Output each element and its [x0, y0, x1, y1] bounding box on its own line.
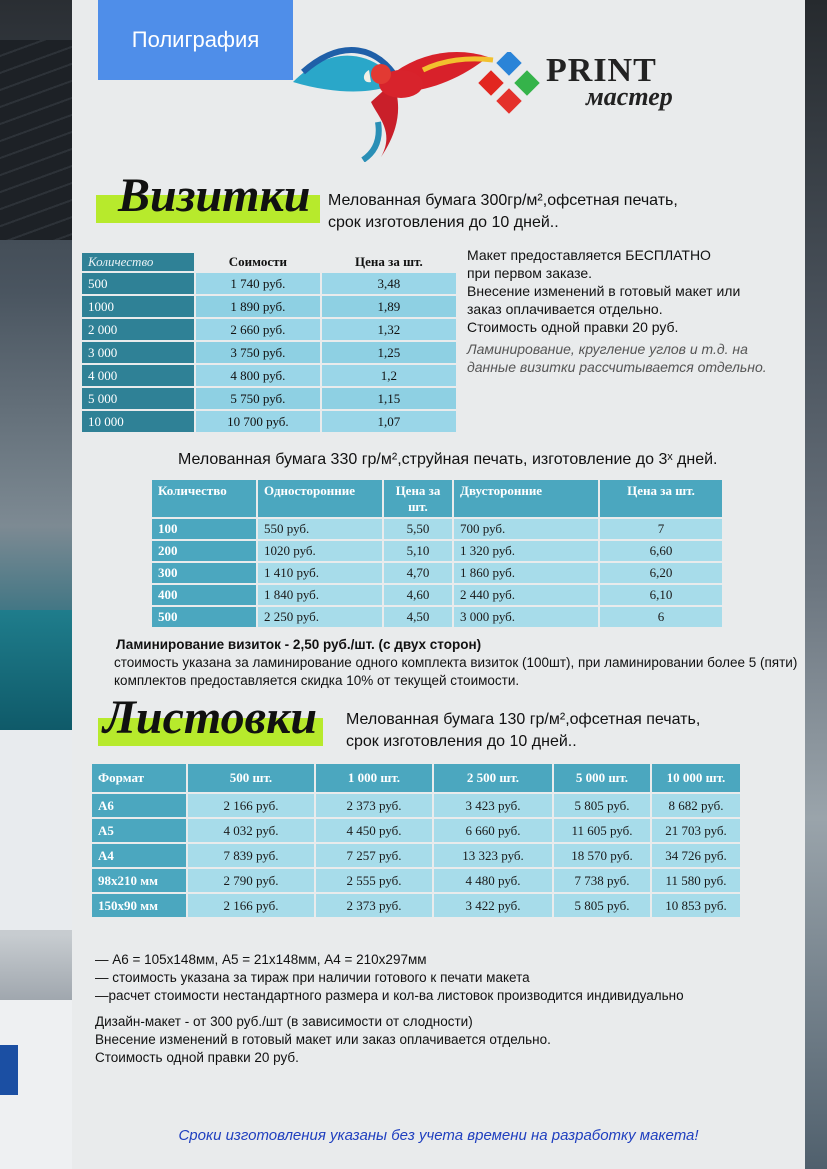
- logo-mark-icon: [478, 52, 542, 116]
- table-row: [82, 319, 456, 340]
- table-cell: А4: [92, 844, 186, 867]
- table-cell: 500: [152, 607, 256, 627]
- listovki-description: [346, 709, 700, 753]
- lamination-note: Ламинирование, кругление углов и т.д. на данные визитки рассчитывается отдельно.: [467, 341, 767, 375]
- design-line: Дизайн-макет - от 300 руб./шт (в зависимости от слодности): [95, 1014, 473, 1029]
- background-card-light: [0, 730, 72, 930]
- info-line: Стоимость одной правки 20 руб.: [467, 319, 679, 335]
- table-cell: 4,50: [384, 607, 452, 627]
- table-header: 2 500 шт.: [434, 764, 552, 792]
- table-header: Цена за шт.: [600, 480, 722, 517]
- table-cell: 1,25: [322, 342, 456, 363]
- listovki-desc-line2: срок изготовления до 10 дней..: [346, 733, 577, 750]
- table-row: [92, 819, 740, 842]
- table-row: [152, 607, 722, 627]
- table-cell: 2 166 руб.: [188, 794, 314, 817]
- note-line: —расчет стоимости нестандартного размера и кол-ва листовок производится индивидуально: [95, 988, 684, 1003]
- table-cell: 550 руб.: [258, 519, 382, 539]
- table-cell: 5 000: [82, 388, 194, 409]
- table-cell: 6,20: [600, 563, 722, 583]
- table-cell: 7 839 руб.: [188, 844, 314, 867]
- table-cell: 4 800 руб.: [196, 365, 320, 386]
- table-cell: 2 166 руб.: [188, 894, 314, 917]
- table-cell: 2 555 руб.: [316, 869, 432, 892]
- table-row: [82, 411, 456, 432]
- table-cell: 10 853 руб.: [652, 894, 740, 917]
- background-card-blue: [0, 1045, 18, 1095]
- table-cell: 4 480 руб.: [434, 869, 552, 892]
- logo-sub: мастер: [586, 82, 673, 111]
- table-cell: А5: [92, 819, 186, 842]
- table-header: Формат: [92, 764, 186, 792]
- table-header: Количество: [82, 253, 194, 271]
- vizitki-desc-line2: срок изготовления до 10 дней..: [328, 214, 559, 231]
- table-header: 1 000 шт.: [316, 764, 432, 792]
- table-cell: 10 700 руб.: [196, 411, 320, 432]
- info-line: Макет предоставляется БЕСПЛАТНО: [467, 247, 711, 263]
- table-cell: 2 250 руб.: [258, 607, 382, 627]
- table-cell: 2 790 руб.: [188, 869, 314, 892]
- table-cell: 10 000: [82, 411, 194, 432]
- logo-word: PRINT: [546, 52, 657, 89]
- info-line: при первом заказе.: [467, 265, 593, 281]
- listovki-notes: [95, 951, 805, 1067]
- table-cell: А6: [92, 794, 186, 817]
- note-line: — стоимость указана за тираж при наличии готового к печати макета: [95, 970, 530, 985]
- design-line: Стоимость одной правки 20 руб.: [95, 1050, 299, 1065]
- table-header: 500 шт.: [188, 764, 314, 792]
- table-cell: 200: [152, 541, 256, 561]
- table-cell: 3 000: [82, 342, 194, 363]
- table-cell: 1,32: [322, 319, 456, 340]
- table-cell: 2 373 руб.: [316, 894, 432, 917]
- table-cell: 1 890 руб.: [196, 296, 320, 317]
- table-cell: 1,15: [322, 388, 456, 409]
- table-header: 5 000 шт.: [554, 764, 650, 792]
- inkjet-description: Мелованная бумага 330 гр/м²,струйная печать, изготовление до 3ˣ дней.: [178, 451, 718, 468]
- table-cell: 11 605 руб.: [554, 819, 650, 842]
- table-header: Соимости: [228, 254, 287, 269]
- table-cell: 1,89: [322, 296, 456, 317]
- lamination-block: [116, 636, 806, 690]
- listovki-table: [90, 762, 742, 919]
- table-row: [82, 273, 456, 294]
- lamination-text: стоимость указана за ламинирование одного комплекта визиток (100шт), при ламинировании более 5 (пяти) комплектов предоставляется скидка 10% от текущей стоимости.: [114, 655, 798, 688]
- table-header: Цена за шт.: [384, 480, 452, 517]
- vizitki-description: [328, 190, 678, 234]
- table-header: 10 000 шт.: [652, 764, 740, 792]
- table-cell: 700 руб.: [454, 519, 598, 539]
- table-cell: 7 738 руб.: [554, 869, 650, 892]
- table-row: [92, 794, 740, 817]
- table-cell: 7: [600, 519, 722, 539]
- table-cell: 5 805 руб.: [554, 794, 650, 817]
- design-line: Внесение изменений в готовый макет или заказ оплачивается отдельно.: [95, 1032, 551, 1047]
- table-row: [92, 869, 740, 892]
- table-header: Односторонние: [258, 480, 382, 517]
- table-row: [82, 365, 456, 386]
- table-cell: 6,10: [600, 585, 722, 605]
- listovki-desc-line1: Мелованная бумага 130 гр/м²,офсетная печать,: [346, 711, 701, 728]
- table-cell: 3,48: [322, 273, 456, 294]
- table-cell: 5 750 руб.: [196, 388, 320, 409]
- table-cell: 500: [82, 273, 194, 294]
- table-cell: 1000: [82, 296, 194, 317]
- table-header: Количество: [152, 480, 256, 517]
- vizitki-offset-table: [80, 251, 458, 434]
- background-card-teal: [0, 610, 72, 730]
- table-cell: 4 000: [82, 365, 194, 386]
- table-cell: 2 000: [82, 319, 194, 340]
- table-cell: 3 422 руб.: [434, 894, 552, 917]
- table-cell: 1 840 руб.: [258, 585, 382, 605]
- table-header: Двусторонние: [454, 480, 598, 517]
- print-master-logo: [478, 48, 718, 118]
- table-cell: 3 750 руб.: [196, 342, 320, 363]
- table-row: [92, 894, 740, 917]
- note-line: — А6 = 105x148мм, А5 = 21x148мм, А4 = 210x297мм: [95, 952, 427, 967]
- vizitki-desc-line1: Мелованная бумага 300гр/м²,офсетная печать,: [328, 192, 678, 209]
- table-cell: 1 860 руб.: [454, 563, 598, 583]
- table-cell: 13 323 руб.: [434, 844, 552, 867]
- table-cell: 98x210 мм: [92, 869, 186, 892]
- table-cell: 2 373 руб.: [316, 794, 432, 817]
- table-cell: 4,60: [384, 585, 452, 605]
- table-cell: 1 740 руб.: [196, 273, 320, 294]
- background-right-collage: [805, 0, 827, 1169]
- info-line: заказ оплачивается отдельно.: [467, 301, 663, 317]
- footer-note: Сроки изготовления указаны без учета времени на разработку макета!: [178, 1127, 699, 1144]
- table-cell: 1,07: [322, 411, 456, 432]
- category-tag: Полиграфия: [98, 0, 293, 80]
- table-cell: 21 703 руб.: [652, 819, 740, 842]
- table-cell: 6,60: [600, 541, 722, 561]
- table-row: [92, 844, 740, 867]
- table-cell: 1 320 руб.: [454, 541, 598, 561]
- table-cell: 2 440 руб.: [454, 585, 598, 605]
- info-line: Внесение изменений в готовый макет или: [467, 283, 741, 299]
- table-row: [82, 342, 456, 363]
- background-card-dark: [0, 40, 72, 240]
- table-cell: 7 257 руб.: [316, 844, 432, 867]
- table-row: [82, 296, 456, 317]
- table-cell: 3 000 руб.: [454, 607, 598, 627]
- table-cell: 1,2: [322, 365, 456, 386]
- vizitki-info: [467, 246, 787, 376]
- table-row: [82, 388, 456, 409]
- vizitki-inkjet-table: [150, 478, 724, 629]
- lamination-title: Ламинирование визиток - 2,50 руб./шт. (с двух сторон): [116, 637, 482, 652]
- table-cell: 3 423 руб.: [434, 794, 552, 817]
- table-cell: 5 805 руб.: [554, 894, 650, 917]
- table-row: [152, 563, 722, 583]
- table-row: [152, 585, 722, 605]
- table-cell: 100: [152, 519, 256, 539]
- table-cell: 1 410 руб.: [258, 563, 382, 583]
- table-cell: 300: [152, 563, 256, 583]
- table-cell: 5,10: [384, 541, 452, 561]
- table-row: [152, 519, 722, 539]
- section-title-listovki: Листовки: [103, 691, 318, 744]
- table-cell: 18 570 руб.: [554, 844, 650, 867]
- section-title-vizitki: Визитки: [118, 169, 311, 222]
- table-cell: 150x90 мм: [92, 894, 186, 917]
- table-header: Цена за шт.: [355, 254, 423, 269]
- table-row: [152, 541, 722, 561]
- table-cell: 34 726 руб.: [652, 844, 740, 867]
- table-cell: 6 660 руб.: [434, 819, 552, 842]
- table-cell: 8 682 руб.: [652, 794, 740, 817]
- table-cell: 5,50: [384, 519, 452, 539]
- table-cell: 4 450 руб.: [316, 819, 432, 842]
- table-cell: 1020 руб.: [258, 541, 382, 561]
- table-cell: 4 032 руб.: [188, 819, 314, 842]
- parrot-icon: [283, 12, 503, 162]
- table-cell: 6: [600, 607, 722, 627]
- table-cell: 2 660 руб.: [196, 319, 320, 340]
- table-cell: 11 580 руб.: [652, 869, 740, 892]
- table-cell: 4,70: [384, 563, 452, 583]
- table-cell: 400: [152, 585, 256, 605]
